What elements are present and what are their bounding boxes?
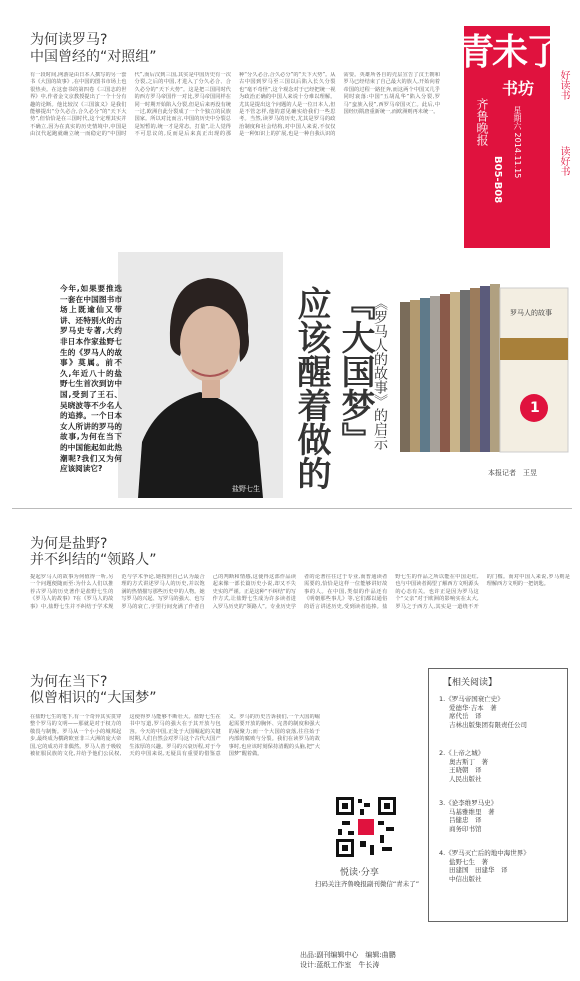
related-item-publisher: 吉林出版集团有限责任公司 (449, 720, 527, 729)
related-item-translator: 田建国 田建华 译 (449, 866, 508, 875)
related-item (439, 799, 563, 833)
section3-kicker: 为何在当下? (30, 674, 108, 690)
book-cover-title: 罗马人的故事 (510, 309, 552, 317)
qr-caption-title: 悦读·分享 (340, 868, 379, 878)
related-item-publisher: 人民出版社 (449, 774, 482, 783)
masthead-date: 星期六 2014.11.15 (513, 106, 522, 179)
feature-headline-line2: 应该醒着做的 (291, 286, 331, 490)
masthead-subtitle: 书坊 (502, 79, 535, 98)
masthead-side-right: 读好书 (558, 146, 569, 176)
qr-code-icon[interactable] (334, 795, 398, 859)
related-item-author: 奥古斯丁 著 (449, 757, 488, 766)
related-item-title[interactable]: 2.《上帝之城》 (439, 749, 485, 757)
book-cover-number: 1 (530, 400, 540, 416)
book-set-illustration (396, 278, 572, 458)
related-item-title[interactable]: 1.《罗马帝国衰亡史》 (439, 695, 504, 703)
related-reading (428, 668, 568, 922)
masthead-title: 青未了 (458, 31, 561, 73)
portrait-photo (118, 252, 283, 498)
related-item-publisher: 商务印书馆 (449, 824, 482, 833)
masthead-side-left: 好读书 (558, 70, 569, 100)
related-item-author: 马基雅维里 著 (449, 807, 495, 816)
qr-caption-text: 扫码关注齐鲁晚报副刊微信“青未了” (314, 880, 420, 888)
masthead-pages: B05-B08 (492, 156, 503, 204)
footer-line2: 设计:蓝纸工作室 牛长涛 (300, 961, 380, 969)
qr-block (314, 795, 420, 915)
related-item-publisher: 中信出版社 (449, 874, 482, 883)
feature-byline: 本报记者 王昱 (488, 469, 537, 477)
section2-body: 提起罗马人的故事为何值得一听,另一个问题便随而至:为什么人们以推荐古罗马的历史著作是盐野七生的《罗马人的故事》?在《罗马人的故事》中,盐野七生并不纠结于学术规范与学术争论,她按照自己认为最合理的方式讲述罗马人的历史,并以饱满的热情描写那些历史中的人物。她写罗马的兴起、写罗马的强大、也写罗马的衰亡,字里行间充满了作者自己的判断和情感,这使得这部作品读起来像一部长篇历史小说,却又不失史实的严谨。正是这种“不纠结”的写作方式,让盐野七生成为许多读者进入罗马历史的“领路人”。专业历史学者的论著往往过于专业,而普通读者需要的,恰恰是这样一位能够讲好故事的人。在中国,类似的作品还有《明朝那些事儿》等,它们都以通俗的语言讲述历史,受到读者追捧。盐野七生的作品之所以能在中国走红,也与中国读者渴望了解西方文明源头的心态有关。也许正是因为罗马这个“父亲”对于欧洲的影响实在太大,罗马之于西方人,其实是一道绕不开的门槛。而对中国人来说,罗马则是理解西方文明的一把钥匙。 (30, 574, 570, 610)
portrait-image (118, 252, 283, 498)
related-item (439, 695, 563, 729)
section1-body: 有一段时间,网游是由日本人撰写的另一套书《大国的故事》,在中国的图书市场上也很热卖。在这套书的第四卷《三国志的世界》中,作者金文京教授提出了一个十分有趣的论断。他比较汉《三国演义》是我们能够提出“分久必合,合久必分”的“天下大势”,但恰恰是在三国时代,这个定理其实并不确立,因为在真实的历史情境中,中国是由汉代起跑就确立统一而稳定的“中国时代”,而后汉到三国,其实是中国历史有一次分裂,之后的中国,才进入了分久必合、合久必分的“天下大势”。这是把三国同时代的西方罗马帝国作一对比,罗马帝国同样在同一时期开始陷入分裂,但是后来再没有统一过,欧洲自此分裂成了一个个独立的民族国家。所以对比而言,中国的历史中分裂总是短暂的,统一才是常态。打量”,让人觉得不可思议的,反而是后来真正出现的那种“分久必合,合久必分”的“天下大势”。从古中国到罗马至三国以后陷入长久分裂也“毫不奇怪”,这个观念对于已经把统一视为政治正确的中国人来说十分难以理解。尤其是提出这个问题的人是一位日本人,但是不管怎样,他的意见确实给我们一些思考。当然,读罗马的历史,尤其是罗马的政治制度和社会结构,对中国人来说,不仅仅是一种知识上的扩展,也是一种自我认识的需要。英雄所各自的壳层宣告了汉王朝和罗马已经结束了自己最大的族人,开始向着帝国的过程一路狂奔,而这两个中国又几乎同时衰落:中国“五胡乱华”陷入分裂,罗马“蛮族入侵”,西罗马帝国灭亡。此后,中国经历隋唐重新统一,而欧洲则再未统一。 (30, 72, 440, 138)
section3-body: 在盐野七生的笔下,有一个奇异其实贯穿整个罗马的文明——那就是对于权力的敬畏与制衡。罗马从一个小小的城邦起步,最终成为横跨欧亚非三大洲的庞大帝国,它的成功并非偶然。罗马人善于吸收被征服民族的文化,并给予他们公民权,这使得罗马能够不断壮大。盐野七生在书中写道,罗马的强大在于其开放与包容。今天的中国,正处于大国崛起的关键时期,人们自然会对罗马这个古代大国产生浓厚的兴趣。罗马的兴衰历程,对于今天的中国来说,无疑具有重要的借鉴意义。罗马的历史告诉我们,一个大国的崛起需要开放的胸怀、完善的制度和强大的凝聚力;而一个大国的衰落,往往始于内部的腐败与分裂。我们在读罗马的故事时,也应该时刻保持清醒的头脑,把“大国梦”醒着做。 (30, 714, 320, 758)
section2-kicker: 为何是盐野? (30, 536, 108, 552)
section1-kicker: 为何读罗马? (30, 32, 108, 48)
related-title: 【相关阅读】 (443, 678, 498, 688)
section1-headline: 中国曾经的“对照组” (30, 49, 157, 65)
related-item-translator: 吕健忠 译 (449, 816, 482, 825)
intro-text: 今年,如果要推选一套在中国图书市场上既逾仙又带讲、还特别火的古罗马史专著,大约非日本作家盐野七生的《罗马人的故事》莫属。前不久,年近八十的盐野七生首次到访中国,受到了王石、吴晓波等不少名人的追捧。一个日本女人所讲的罗马的故事,为何在当下的中国能起如此热潮呢?我们又为何应该阅读它? (60, 284, 122, 474)
masthead-paper: 齐鲁晚报 (475, 98, 489, 146)
related-item-author: 盐野七生 著 (449, 857, 488, 866)
related-item-title[interactable]: 4.《罗马灭亡后的地中海世界》 (439, 849, 530, 857)
related-item (439, 849, 563, 883)
footer (300, 950, 570, 970)
section1 (12, 32, 450, 242)
section3-headline: 似曾相识的“大国梦” (30, 690, 157, 706)
book-set-image (396, 278, 572, 458)
feature-kicker: 《罗马人的故事》的启示 (372, 296, 388, 450)
divider-1 (12, 508, 572, 509)
related-item-author: 爱德华·吉本 著 (449, 703, 497, 712)
related-item-title[interactable]: 3.《论李维罗马史》 (439, 799, 498, 807)
related-item (439, 749, 563, 783)
related-item-translator: 席代岳 译 (449, 712, 482, 721)
masthead (452, 26, 574, 248)
section2-headline: 并不纠结的“领路人” (30, 552, 157, 568)
footer-line1: 出品:副刊编辑中心 编辑:曲鹏 (300, 951, 396, 959)
photo-credit: 盐野七生 (232, 485, 260, 493)
section2 (12, 536, 572, 646)
feature-headline-line1: 『大国梦』 (335, 286, 375, 456)
related-item-translator: 王晓朝 译 (449, 766, 482, 775)
